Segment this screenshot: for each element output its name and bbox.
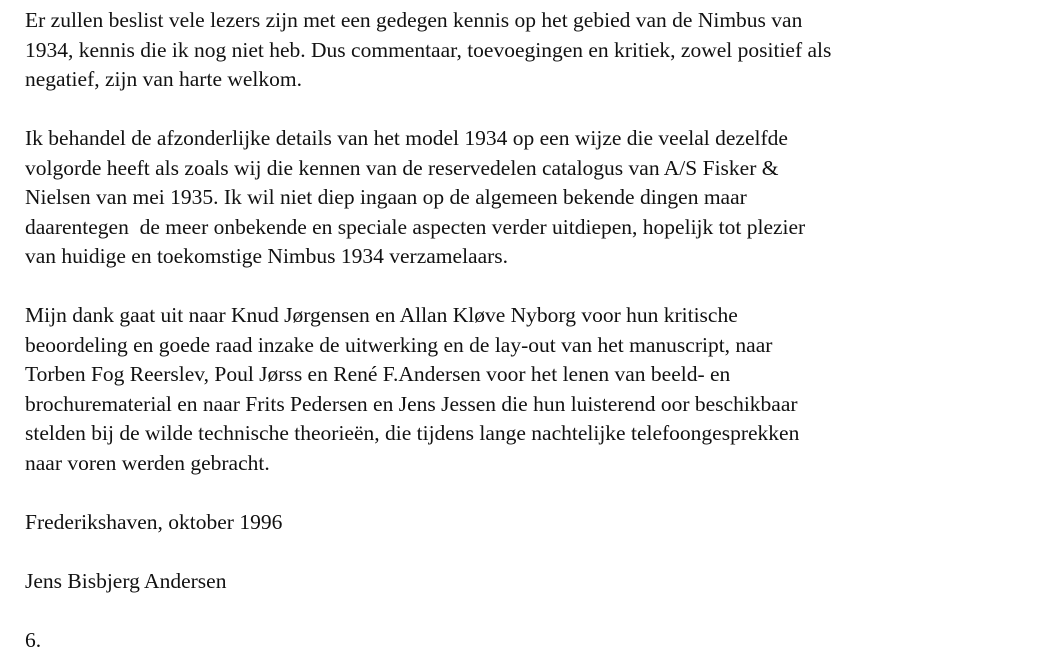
paragraph-gap <box>25 596 1050 626</box>
text-line: Er zullen beslist vele lezers zijn met een gedegen kennis op het gebied van de Nimbus van <box>25 8 803 32</box>
paragraph-acknowledgements <box>25 301 1050 478</box>
text-line: van huidige en toekomstige Nimbus 1934 verzamelaars. <box>25 244 509 268</box>
paragraph-gap <box>25 95 1050 125</box>
paragraph-gap <box>25 537 1050 567</box>
text-line: Ik behandel de afzonderlijke details van het model 1934 op een wijze die veelal dezelfde <box>25 126 788 150</box>
paragraph-gap <box>25 478 1050 508</box>
text-line: negatief, zijn van harte welkom. <box>25 67 303 91</box>
text-line: Mijn dank gaat uit naar Knud Jørgensen en Allan Kløve Nyborg voor hun kritische <box>25 303 738 327</box>
text-line: Torben Fog Reerslev, Poul Jørss en René F.Andersen voor het lenen van beeld- en <box>25 362 731 386</box>
text-line: stelden bij de wilde technische theorieën, die tijdens lange nachtelijke telefoongesprekken <box>25 421 800 445</box>
paragraph-approach <box>25 124 1050 272</box>
text-line: 1934, kennis die ik nog niet heb. Dus commentaar, toevoegingen en kritiek, zowel positief als <box>25 37 832 62</box>
text-line: Nielsen van mei 1935. Ik wil niet diep ingaan op de algemeen bekende dingen maar <box>25 185 747 209</box>
text-line: naar voren werden gebracht. <box>25 450 270 475</box>
paragraph-comments-welcome <box>25 6 1050 95</box>
text-line: beoordeling en goede raad inzake de uitwerking en de lay-out van het manuscript, naar <box>25 332 773 357</box>
page-number: 6. <box>25 627 42 652</box>
place-date: Frederikshaven, oktober 1996 <box>25 509 283 534</box>
author-signature: Jens Bisbjerg Andersen <box>25 568 227 593</box>
text-line: volgorde heeft als zoals wij die kennen van de reservedelen catalogus van A/S Fisker & <box>25 155 779 180</box>
document-page <box>25 6 1050 655</box>
text-line: daarentegen de meer onbekende en speciale aspecten verder uitdiepen, hopelijk tot plezier <box>25 214 806 239</box>
paragraph-gap <box>25 272 1050 302</box>
text-line: brochurematerial en naar Frits Pedersen en Jens Jessen die hun luisterend oor beschikbaar <box>25 391 798 416</box>
